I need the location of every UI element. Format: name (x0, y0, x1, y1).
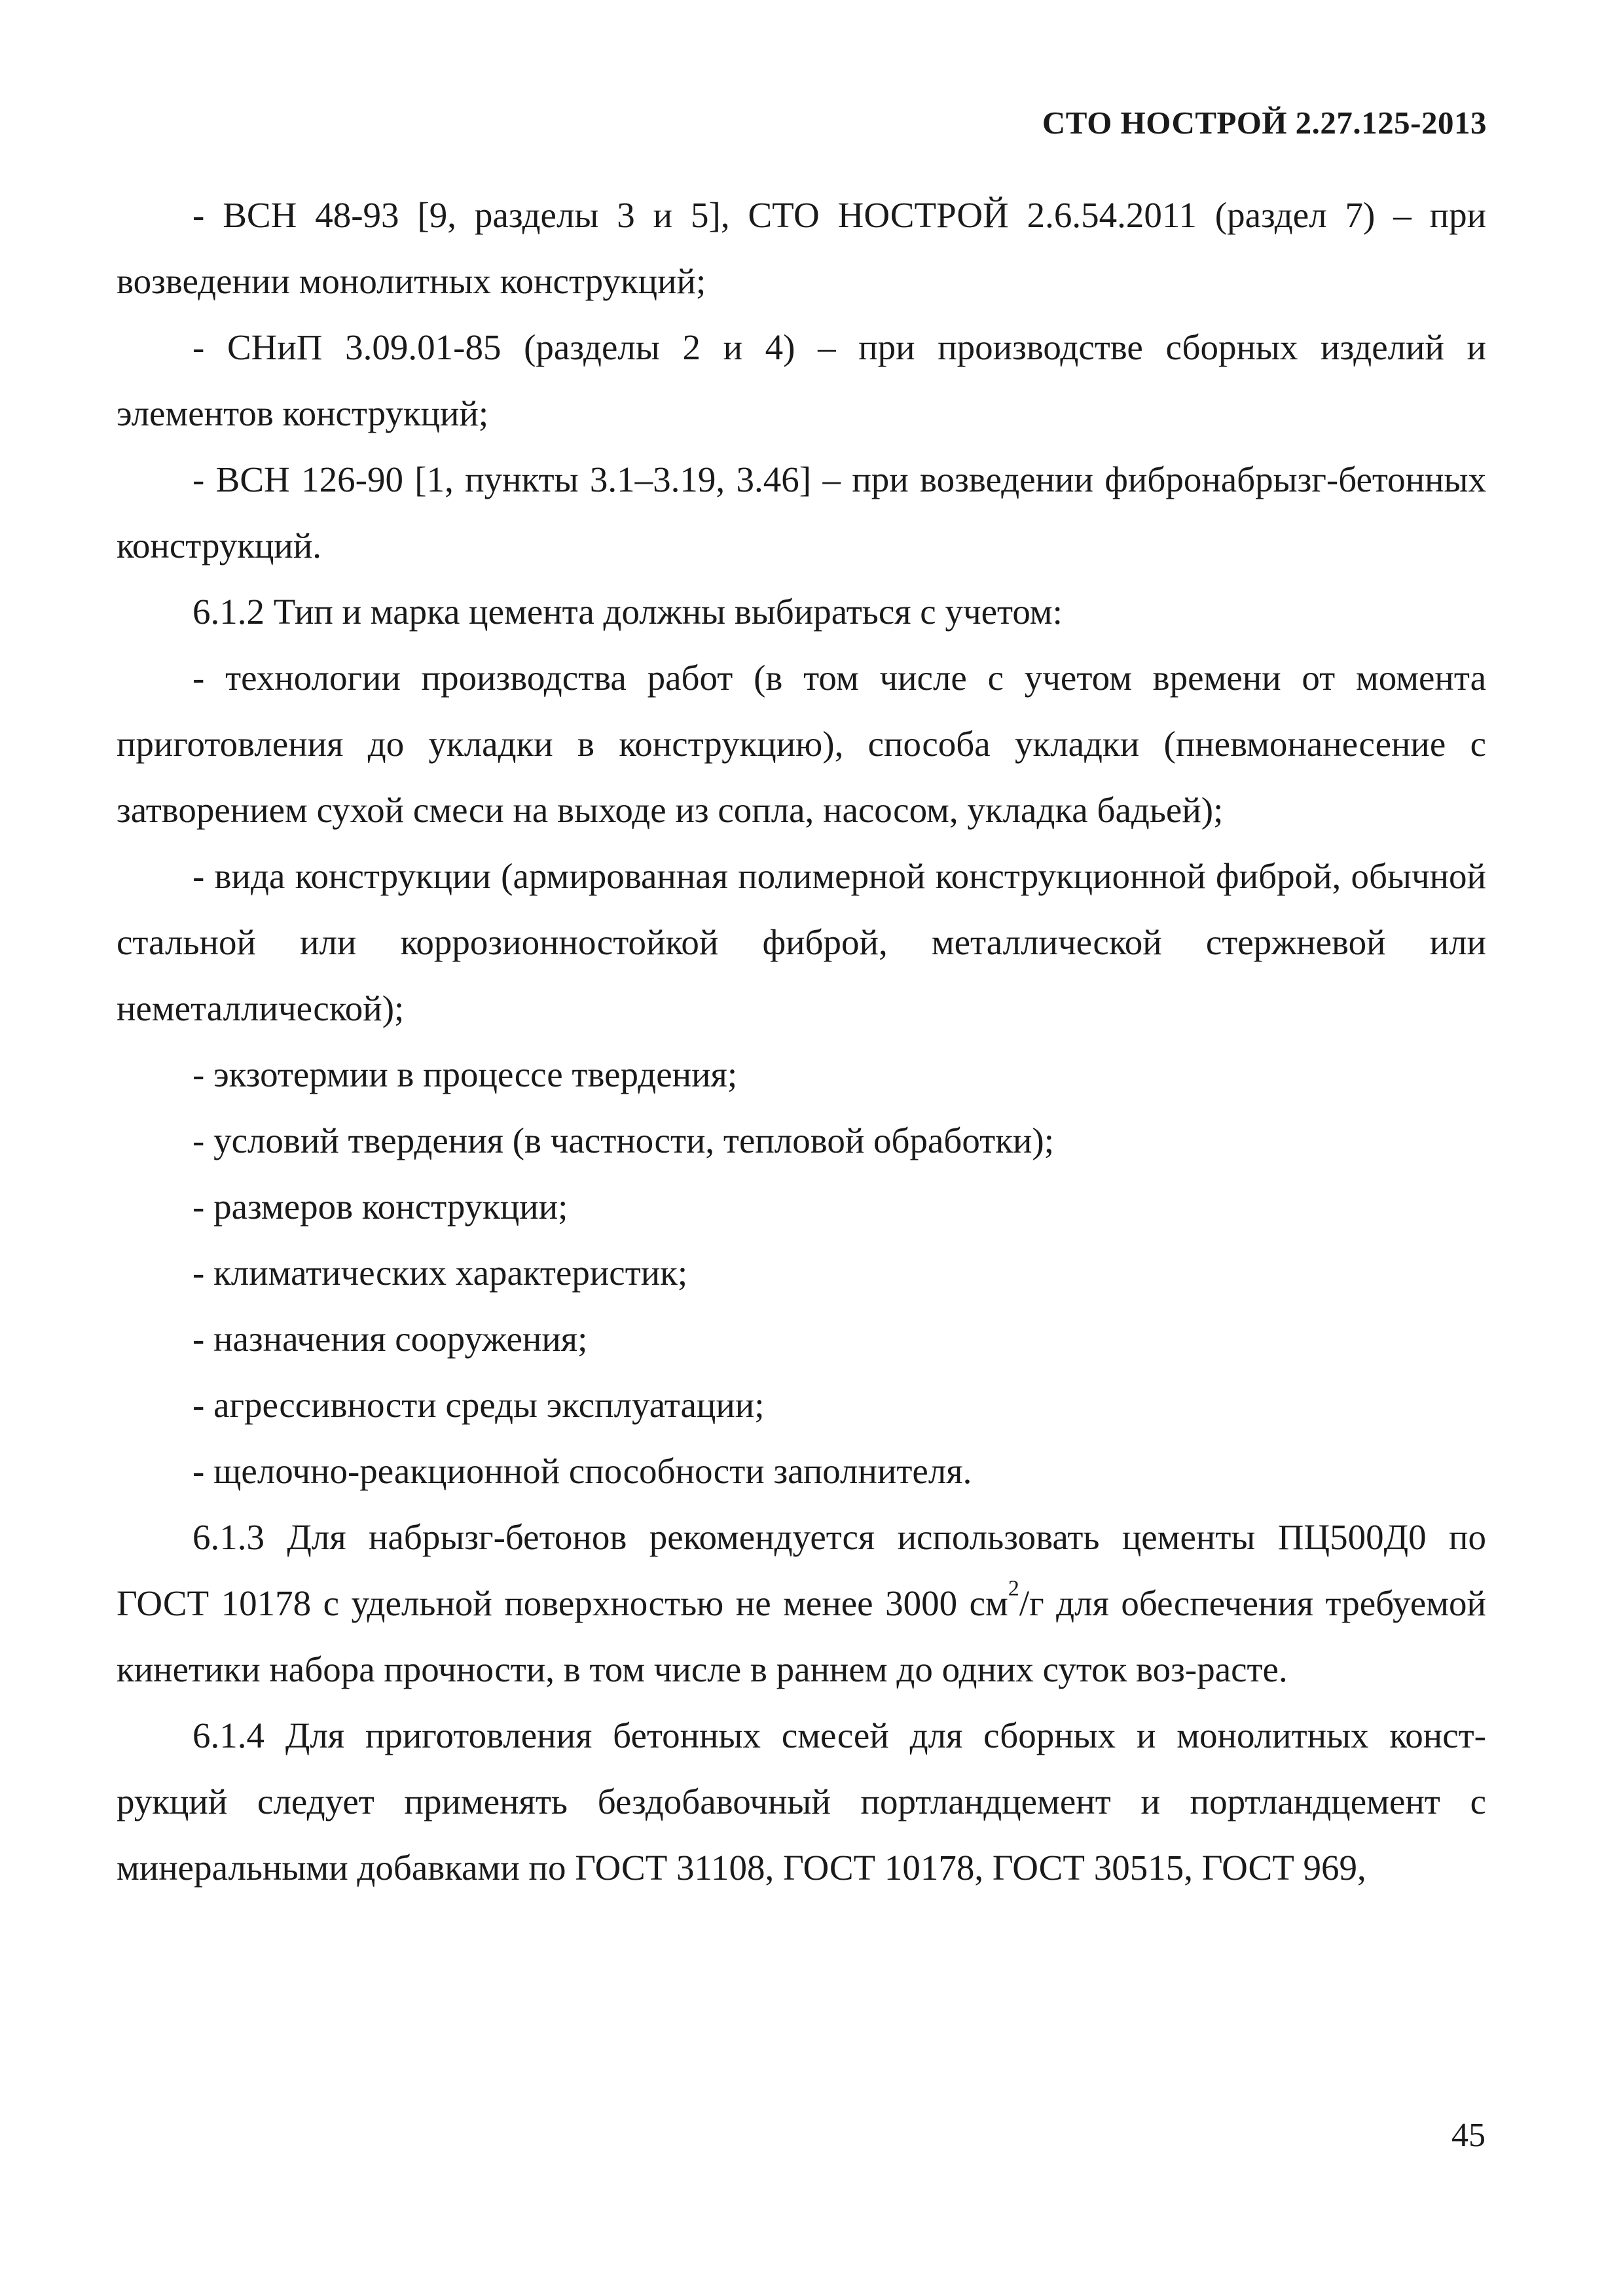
list-item-vsn-126-90: - ВСН 126-90 [1, пункты 3.1–3.19, 3.46] – при возведении фибронабрызг-бетонных конструкций. (117, 459, 1486, 565)
page-number: 45 (1451, 2117, 1486, 2154)
list-item-purpose: - назначения сооружения; (192, 1319, 588, 1359)
clause-6-1-2: 6.1.2 Тип и марка цемента должны выбираться с учетом: (192, 592, 1063, 632)
clause-6-1-4: 6.1.4 Для приготовления бетонных смесей для сборных и монолитных конст-рукций следует применять бездобавочный портландцемент и портландцемент с минеральными добавками по ГОСТ 31108, ГОСТ 10178, ГОСТ 30515, ГОСТ 969, (117, 1715, 1486, 1888)
list-item-exothermy: - экзотермии в процессе твердения; (192, 1054, 738, 1094)
document-header-code: СТО НОСТРОЙ 2.27.125-2013 (1042, 105, 1487, 141)
list-item-construction-type: - вида конструкции (армированная полимерной конструкционной фиброй, обычной стальной или коррозионностойкой фиброй, металлической стержневой или неметаллической); (117, 856, 1486, 1028)
clause-6-1-3 (117, 1504, 1486, 1702)
list-item-climate: - климатических характеристик; (192, 1253, 688, 1293)
clause-6-1-3-text-start: 6.1.3 Для набрызг-бетонов рекомендуется использовать цементы ПЦ500Д0 по ГОСТ 10178 с удельной поверхностью не менее 3000 см (117, 1517, 1486, 1623)
list-item-alkali-reactivity: - щелочно-реакционной способности заполнителя. (192, 1451, 972, 1491)
list-item-vsn-48-93: - ВСН 48-93 [9, разделы 3 и 5], СТО НОСТРОЙ 2.6.54.2011 (раздел 7) – при возведении монолитных конструкций; (117, 195, 1486, 301)
superscript-square: 2 (1008, 1576, 1019, 1601)
list-item-snip-3-09-01-85: - СНиП 3.09.01-85 (разделы 2 и 4) – при производстве сборных изделий и элементов конструкций; (117, 327, 1486, 433)
list-item-production-technology: - технологии производства работ (в том числе с учетом времени от момента приготовления до укладки в конструкцию), способа укладки (пневмонанесение с затворением сухой смеси на выходе из сопла, насосом, укладка бадьей); (117, 658, 1486, 830)
clause-6-1-3-text-end: /г для обеспечения требуемой кинетики набора прочности, в том числе в раннем до одних суток воз-расте. (117, 1583, 1486, 1689)
list-item-hardening-conditions: - условий твердения (в частности, тепловой обработки); (192, 1121, 1054, 1160)
list-item-construction-size: - размеров конструкции; (192, 1187, 568, 1227)
document-body (117, 182, 1486, 1901)
list-item-aggressiveness: - агрессивности среды эксплуатации; (192, 1385, 765, 1425)
